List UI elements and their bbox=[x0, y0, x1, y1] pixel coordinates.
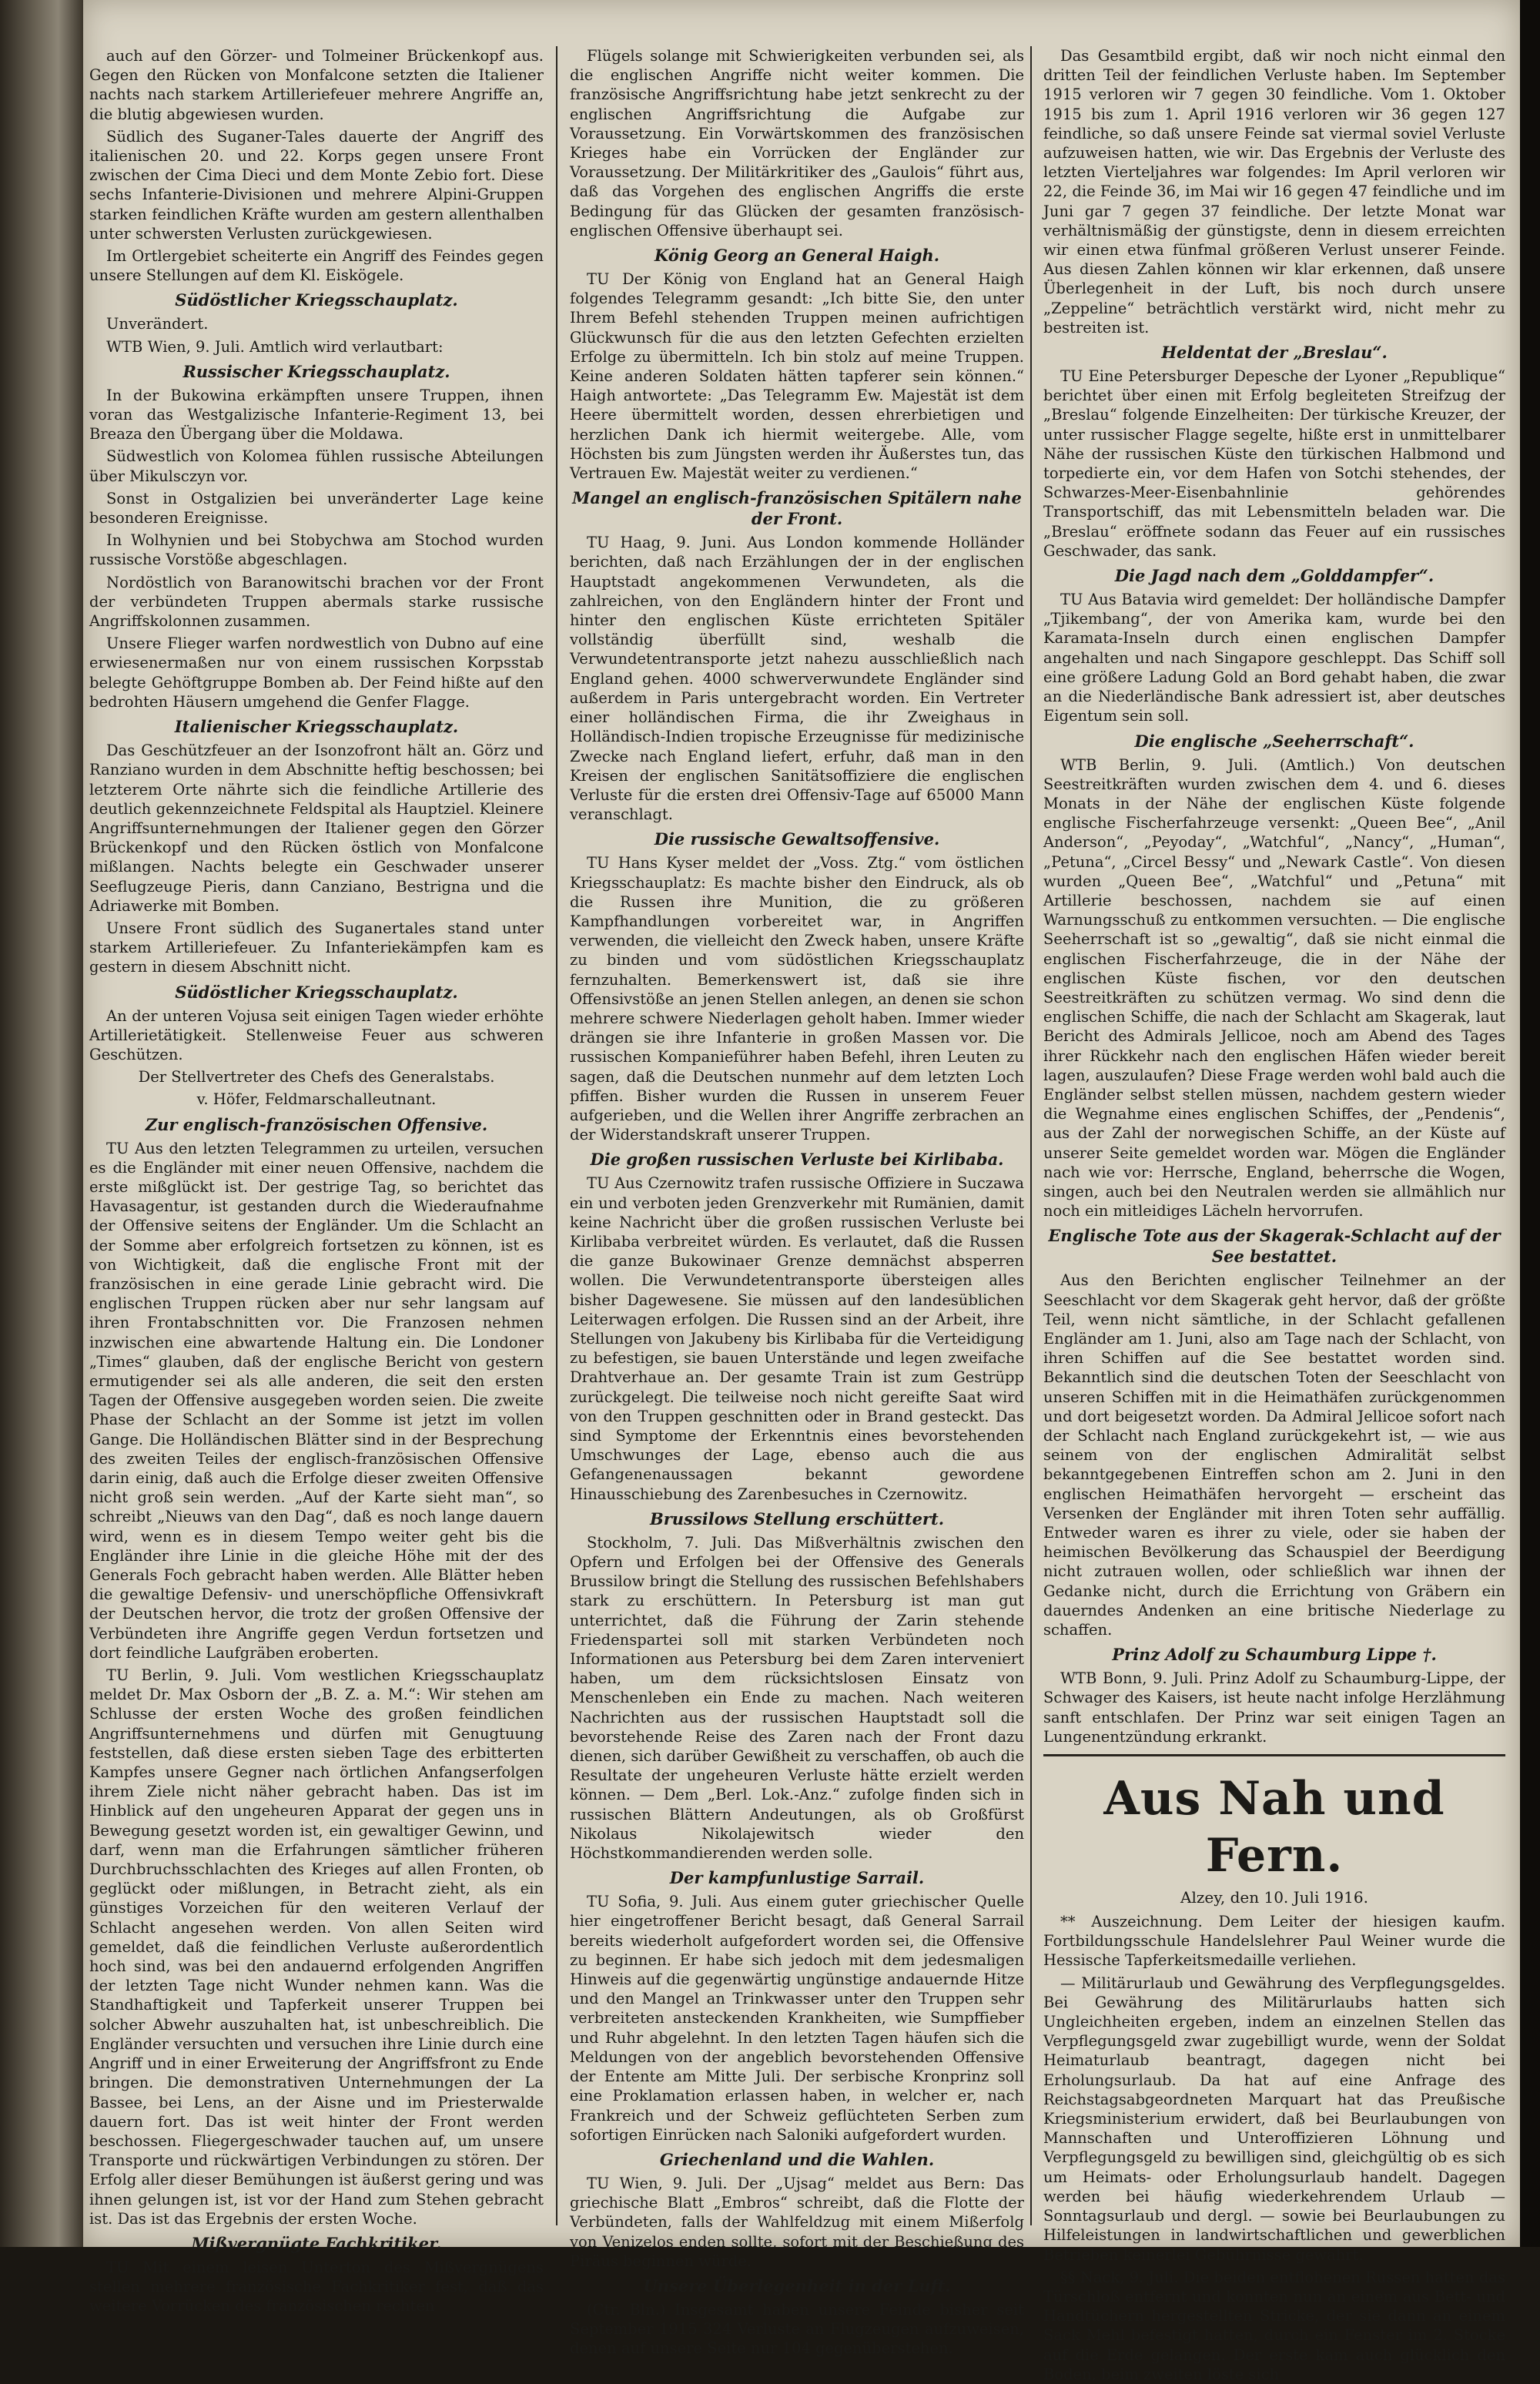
scan-binding-edge bbox=[0, 0, 83, 2247]
paragraph: An der unteren Vojusa seit einigen Tagen wieder erhöhte Artillerietätigkeit. Stellenweise Feuer aus schweren Geschützen. bbox=[89, 1006, 544, 1063]
paragraph: TU Aus Czernowitz trafen russische Offiziere in Suczawa ein und verboten jeden Grenzverkehr mit Rumänien, damit keine Nachricht über die großen russischen Verluste bei Kirlibaba verbreitet würden. Es verlautet, daß die Russen die ganze Bukowinaer Grenze demnächst absperren wollen. Die Verwundetentransporte übersteigen alles bisher Dagewesene. Sie müssen auf den landesüblichen Leiterwagen erfolgen. Die Russen sind an der Arbeit, ihre Stellungen von Jakubeny bis Kirlibaba für die Verteidigung zu befestigen, sie bauen Unterstände und legen zweifache Drahtverhaue an. Der gesamte Train ist zum Gestrüpp zurückgelegt. Die teilweise noch nicht gereifte Saat wird von den Truppen geschnitten oder in Brand gesteckt. Das sind Symptome der Erkenntnis eines bevorstehenden Umschwunges der Lage, ebenso auch die aus Gefangenenaussagen bekannt gewordene Hinausschiebung des Zarenbesuches in Czernowitz. bbox=[570, 1174, 1024, 1503]
paragraph: Flügels solange mit Schwierigkeiten verbunden sei, als die englischen Angriffe nicht weiter kommen. Die französische Angriffsrichtung habe jetzt senkrecht zu der englischen Angriffsrichtung die Aufgabe zur Voraussetzung. Ein Vorwärtskommen des französischen Krieges habe ein Vorrücken der Engländer zur Voraussetzung. Der Militärkritiker des „Gaulois“ führt aus, daß das Vorgehen des englischen Angriffs die erste Bedingung für das Glücken der gesamten französisch-englischen Offensive überhaupt sei. bbox=[570, 47, 1024, 239]
section-divider bbox=[1043, 1754, 1505, 1756]
headline: Der kampfunlustige Sarrail. bbox=[669, 1868, 925, 1888]
paragraph: WTB Bonn, 9. Juli. Prinz Adolf zu Schaumburg-Lippe, der Schwager des Kaisers, ist heute nacht infolge Herzlähmung sanft entschlafen. Der Prinz war seit einigen Tagen an Lungenentzündung erkrankt. bbox=[1043, 1669, 1505, 1746]
headline: Unsere Überlegenheit in der Luft. bbox=[643, 2275, 951, 2295]
headline: Zur englisch-französischen Offensive. bbox=[145, 1114, 488, 1134]
section-title: Aus Nah und Fern. bbox=[1103, 1772, 1445, 1883]
headline: Griechenland und die Wahlen. bbox=[659, 2149, 935, 2169]
dateline: Alzey, den 10. Juli 1916. bbox=[1180, 1888, 1368, 1907]
headline: Südöstlicher Kriegsschauplatz. bbox=[175, 290, 458, 310]
paragraph: Sonst in Ostgalizien bei unveränderter Lage keine besonderen Ereignisse. bbox=[89, 489, 544, 527]
paragraph: — Militärurlaub und Gewährung des Verpflegungsgeldes. Bei Gewährung des Militärurlaubs hatten sich Ungleichheiten ergeben, indem an einzelnen Stellen das Verpflegungsgeld zwar zugebilligt wurde, wenn der Soldat Heimaturlaub beantragt, dagegen nicht bei Erholungsurlaub. Da hat auf eine Anfrage des Reichstagsabgeordneten Marquart hat das Preußische Kriegsministerium erwidert, daß bei Beurlaubungen von Mannschaften und Unteroffizieren Löhnung und Verpflegungsgeld zu bewilligen sind, gleichgültig ob es sich um Heimats- oder Erholungsurlaub handelt. Dagegen werden bei häufig wiederkehrendem Urlaub — Sonntagsurlaub und dergl. — sowie bei Beurlaubungen zu Hilfeleistungen in landwirtschaftlichen und gewerblichen Betrieben keinerlei Gebührnisse gewährt. bbox=[1043, 1974, 1505, 2264]
paragraph: (Ctr. Bln.) Insgesamt haben unsere Feinde bisher seit September 1915 324 Verluste an Flugzeugen aufzuweisen, denen auf unsere Seite nur 104 gegenüberstehen. bbox=[570, 2300, 1024, 2358]
headline: Die Jagd nach dem „Golddampfer“. bbox=[1114, 566, 1435, 586]
signature: v. Höfer, Feldmarschalleutnant. bbox=[196, 1090, 437, 1109]
headline: Heldentat der „Breslau“. bbox=[1161, 343, 1388, 363]
paragraph: ** Auszeichnung. Dem Leiter der hiesigen kaufm. Fortbildungsschule Handelslehrer Paul Weiner wurde die Hessische Tapferkeitsmedaille verliehen. bbox=[1043, 1913, 1505, 1970]
paragraph: TU Wien, 9. Juli. Der „Ujsag“ meldet aus Bern: Das griechische Blatt „Embros“ schreibt, daß die Flotte der Verbündeten, falls der Wahlfeldzug mit einem Mißerfolg von Venizelos enden sollte, sofort mit der Beschießung des Piräus beginnen würde. bbox=[570, 2174, 1024, 2270]
paragraph: TU Hans Kyser meldet der „Voss. Ztg.“ vom östlichen Kriegsschauplatz: Es machte bisher den Eindruck, als ob die Russen ihre Munition, die zu größeren Kampfhandlungen vorbereitet war, in Angriffen verwenden, die vielleicht den Zweck haben, unsere Kräfte zu binden und vom südöstlichen Kriegsschauplatz fernzuhalten. Bemerkenswert ist, daß sie ihre Offensivstöße an jenen Stellen anlegen, an denen sie schon mehrere schwere Niederlagen geholt haben. Immer wieder drängen sie ihre Infanterie in großen Massen vor. Die russischen Kompanieführer haben Befehl, ihren Leuten zu sagen, daß die Deutschen nunmehr auf dem letzten Loch pfiffen. Bisher wurden die Russen in unserem Feuer aufgerieben, und die Wellen ihrer Angriffe zerbrachen an der Widerstandskraft unserer Truppen. bbox=[570, 854, 1024, 1144]
headline: Prinz Adolf zu Schaumburg Lippe †. bbox=[1112, 1645, 1437, 1665]
paragraph: TU Mit einem leisen Unterton des Mißvergnügens stellen mehrere französische Fachkritiker fest, daß das weitere Vorrücken des französischen rechten bbox=[89, 2258, 544, 2315]
paragraph: In der Bukowina erkämpften unsere Truppen, ihnen voran das Westgalizische Infanterie-Regiment 13, bei Breaza den Übergang über die Moldawa. bbox=[89, 386, 544, 444]
paragraph: Unverändert. bbox=[106, 315, 209, 333]
paragraph: WTB Berlin, 9. Juli. (Amtlich.) Von deutschen Seestreitkräften wurden zwischen dem 4. und 6. dieses Monats in der Nähe der englischen Küste folgende englische Fischerfahrzeuge versenkt: „Queen Bee“, „Anil Anderson“, „Peyoday“, „Watchful“, „Nancy“, „Human“, „Petuna“, „Circel Bessy“ und „Newark Castle“. Von diesen wurden „Queen Bee“, „Watchful“ und „Petuna“ mit Artillerie beschossen, nachdem sie auf einen Warnungsschuß zu entkommen versuchten. — Die englische Seeherrschaft ist so „gewaltig“, daß sie nicht einmal die englischen Fischerfahrzeuge, die in der Nähe der englischen Küste fischen, vor den deutschen Seestreitkräften zu schützen vermag. Wo sind denn die englischen Schiffe, die nach der Schlacht am Skagerak, laut Bericht des Admirals Jellicoe, noch am Abend des Tages ihrer Rückkehr nach den englischen Häfen wieder bereit lagen, auszulaufen? Diese Frage werden wohl bald auch die Engländer selbst stellen müssen, nachdem gestern wieder die Wegnahme eines englischen Schiffes, der „Pendenis“, aus der Zahl der norwegischen Schiffe, an der Küste auf unserer Seite gemeldet worden war. Mögen die Engländer nach wie vor: Herrsche, England, beherrsche die Wogen, singen, auch bei den Neutralen werden sie allmählich nur noch ein mitleidiges Lächeln hervorrufen. bbox=[1043, 755, 1505, 1220]
paragraph: TU Haag, 9. Juni. Aus London kommende Holländer berichten, daß nach Erzählungen der in der englischen Hauptstadt angekommenen Verwundeten, als die zahlreichen, von den Engländern hinter der Front und hinter den englischen Küste errichteten Spitäler vollständig überfüllt sind, weshalb die Verwundetentransporte jetzt nahezu ausschließlich nach England gehen. 4000 schwerverwundete Engländer sind außerdem in Paris untergebracht worden. Ein Vertreter einer holländischen Firma, die ihr Zweighaus in Holländisch-Indien tropische Erzeugnisse für medizinische Zwecke nach England liefert, erfuhr, daß man in den Kreisen der englischen Sanitätsoffiziere die englischen Verluste für die ersten drei Offensiv-Tage auf 65000 Mann veranschlagt. bbox=[570, 534, 1024, 824]
headline: Mißvergnügte Fachkritiker. bbox=[191, 2233, 442, 2253]
headline: Mangel an englisch-französischen Spitälern nahe der Front. bbox=[572, 488, 1022, 529]
paragraph: TU Aus den letzten Telegrammen zu urteilen, versuchen es die Engländer mit einer neuen Offensive, nachdem die erste mißglückt ist. Der gestrige Tag, so berichtet das Havasagentur, ist gestanden durch die Wiederaufnahme der Offensive seitens der Engländer. Um die Schlacht an der Somme aber erfolgreich fortsetzen zu können, ist es von Wichtigkeit, daß die englische Front mit der französischen in eine gerade Linie gebracht wird. Die englischen Truppen rücken aber nur sehr langsam auf ihren Frontabschnitten vor. Die Franzosen nehmen inzwischen eine abwartende Haltung ein. Die Londoner „Times“ glauben, daß der englische Bericht von gestern ermutigender sei als alle anderen, die seit den ersten Tagen der Offensive ausgegeben worden seien. Die zweite Phase der Schlacht an der Somme ist jetzt im vollen Gange. Die Holländischen Blätter sind in der Besprechung des zweiten Teiles der englisch-französischen Offensive darin einig, daß auch die Erfolge dieser zweiten Offensive nicht groß sein werden. „Auf der Karte sieht man“, so schreibt „Nieuws van den Dag“, daß es noch lange dauern wird, wenn es in diesem Tempo weiter geht bis die Engländer ihre Linie in die gleiche Höhe mit der des Generals Foch gebracht haben werden. Alle Blätter heben die gewaltige Defensiv- und unerschöpfliche Offensivkraft der Deutschen hervor, die trotz der großen Offensive der Verbündeten ihre Angriffe gegen Verdun fortsetzen und dort feindliche Laufgräben eroberten. bbox=[89, 1139, 544, 1662]
column-rule bbox=[1030, 46, 1032, 2225]
scan-right-edge bbox=[1520, 0, 1540, 2247]
column-2 bbox=[570, 46, 1024, 2358]
paragraph: TU Sofia, 9. Juli. Aus einem guter griechischer Quelle hier eingetroffener Bericht besagt, daß General Sarrail bereits wiederholt aufgefordert worden sei, die Offensive zu beginnen. Er habe sich jedoch mit dem jedesmaligen Hinweis auf die gegenwärtig ungünstige andauernde Hitze und den Mangel an Trinkwasser unter den Truppen sehr verbreiteten ansteckenden Krankheiten, wie Sumpffieber und Ruhr abgelehnt. In den letzten Tagen häufen sich die Meldungen von der angeblich bevorstehenden Offensive der Entente am Mitte Juli. Der serbische Kronprinz soll eine Proklamation erlassen haben, in welcher er, nach Frankreich und der Schweiz geflüchteten Serben zum sofortigen Einrücken nach Saloniki aufgefordert wurden. bbox=[570, 1893, 1024, 2144]
paragraph: TU Der König von England hat an General Haigh folgendes Telegramm gesandt: „Ich bitte Sie, den unter Ihrem Befehl stehenden Truppen meinen aufrichtigen Glückwunsch für die aus den letzten Gefechten erzielten Erfolge zu übermitteln. Ich bin stolz auf meine Truppen. Keine anderen Soldaten hätten tapferer sein können.“ Haigh antwortete: „Das Telegramm Ew. Majestät ist dem Heere übermittelt worden, dessen ehrerbietigen und herzlichen Dank ich hiermit weitergebe. Alle, vom Höchsten bis zum Jüngsten werden ihr Äußerstes tun, das Vertrauen Ew. Majestät weiter zu verdienen.“ bbox=[570, 270, 1024, 483]
paragraph: §§ Nack, 9. Juli. Die beiden entflohenen Russen hatten das Türschloß entfernt und konnten nun an einem aus Bett- und Handtüchern hergestellten Stricke, der sie dann an einem Sack Mehl befestigt hatten, durch ein Fenster im 2. Stocke auf die Erde gelangen. Der erste kam auch glücklich den Boden, beim zweiten löste sich bbox=[1043, 2268, 1505, 2383]
paragraph: TU Berlin, 9. Juli. Vom westlichen Kriegsschauplatz meldet Dr. Max Osborn der „B. Z. a. M.“: Wir stehen am Schlusse der ersten Woche des großen feindlichen Angriffsunternehmens und dürfen mit Genugtuung feststellen, daß diese ersten sieben Tage des erbitterten Kampfes unsere Gegner nach örtlichen Anfangserfolgen ihrem Ziele nicht näher gebracht haben. Das ist im Hinblick auf den ungeheuren Apparat der gegen uns in Bewegung gesetzt worden ist, ein gewaltiger Gewinn, und darf, wenn man die Erfahrungen sämtlicher früheren Durchbruchsschlachten des Krieges auf allen Fronten, ob geglückt oder mißlungen, in Betracht zieht, als ein günstiges Vorzeichen für den weiteren Verlauf der Schlacht angesehen werden. Von allen Seiten wird gemeldet, daß die feindlichen Verluste außerordentlich hoch sind, was bei den andauernd erfolgenden Angriffen der letzten Tage nicht Wunder nehmen kann. Was die Standhaftigkeit und Tapferkeit unserer Truppen bei solcher Abwehr auszuhalten hat, ist unbeschreiblich. Die Engländer versuchten und versuchen ihre Linie durch eine Angriff und in einer Erweiterung der Angriffsfront zu Ende bringen. Die demonstrativen Unternehmungen der La Bassee, bei Lens, an der Aisne und im Priesterwalde dauern fort. Das ist weit hinter der Front werden beschossen. Fliegergeschwader tauchen auf, um unsere Transporte und rückwärtigen Verbindungen zu stören. Der Erfolg aller dieser Bemühungen ist äußerst gering und was ihnen gelungen ist, ist vor der Hand zum Stehen gebracht ist. Das ist das Ergebnis der ersten Woche. bbox=[89, 1666, 544, 2228]
paragraph: TU Aus Batavia wird gemeldet: Der holländische Dampfer „Tjikembang“, der von Amerika kam, wurde bei den Karamata-Inseln durch einen englischen Dampfer angehalten und nach Singapore geschleppt. Das Schiff soll eine größere Ladung Gold an Bord gehabt haben, die zwar an die Niederländische Bank adressiert ist, aber deutsches Eigentum sein soll. bbox=[1043, 591, 1505, 725]
headline: Brussilows Stellung erschüttert. bbox=[649, 1508, 945, 1529]
headline: Italienischer Kriegsschauplatz. bbox=[174, 717, 459, 737]
headline: Die großen russischen Verluste bei Kirlibaba. bbox=[590, 1150, 1004, 1170]
paragraph: TU Eine Petersburger Depesche der Lyoner „Republique“ berichtet über einen mit Erfolg begleiteten Streifzug der „Breslau“ folgende Einzelheiten: Der türkische Kreuzer, der unter russischer Flagge segelte, hißte erst in unmittelbarer Nähe der russischen Küste den türkischen Halbmond und torpedierte ein, vor dem Hafen von Sotchi stehendes, der Schwarzes-Meer-Eisenbahnlinie gehörendes Transportschiff, das mit Lebensmitteln beladen war. Die „Breslau“ eröffnete sodann das Feuer auf ein russisches Geschwader, das sank. bbox=[1043, 367, 1505, 560]
headline: Die englische „Seeherrschaft“. bbox=[1134, 731, 1414, 751]
headline: Die russische Gewaltsoffensive. bbox=[654, 829, 940, 849]
signature: Der Stellvertreter des Chefs des Generalstabs. bbox=[138, 1068, 495, 1087]
column-3 bbox=[1043, 46, 1505, 2383]
paragraph: Aus den Berichten englischer Teilnehmer an der Seeschlacht vor dem Skagerak geht hervor, daß der größte Teil, wenn nicht sämtliche, in der Schlacht gefallenen Engländer am 1. Juni, also am Tage nach der Schlacht, von ihren Schiffen auf die See bestattet worden sind. Bekanntlich sind die deutschen Toten der Seeschlacht von unseren Schiffen mit in die Heimathäfen zurückgenommen und dort beigesetzt worden. Da Admiral Jellicoe sofort nach der Schlacht nach England zurückgekehrt ist, — wie aus seinem von der englischen Admiralität selbst bekanntgegebenen Eintreffen schon am 2. Juni in den englischen Heimathäfen hervorgeht — erscheint das Versenken der Engländer mit ihren Toten sehr auffällig. Entweder waren es ihrer zu viele, oder sie haben der heimischen Bevölkerung das Schauspiel der Beerdigung nicht zutrauen wollen, oder schließlich war ihnen der Gedanke nicht, durch die Errichtung von Gräbern ein dauerndes Andenken an eine britische Niederlage zu schaffen. bbox=[1043, 1271, 1505, 1639]
paragraph: Das Geschützfeuer an der Isonzofront hält an. Görz und Ranziano wurden in dem Abschnitte heftig beschossen; bei letzterem Orte nährte sich die feindliche Artillerie des deutlich gekennzeichnete Feldspital als Hauptziel. Kleinere Angriffsunternehmungen der Italiener gegen den Görzer Brückenkopf und den Rücken östlich von Monfalcone mißlangen. Nachts belegte ein Geschwader unserer Seeflugzeuge Pieris, dann Canziano, Bestrigna und die Adriawerke mit Bomben. bbox=[89, 742, 544, 915]
paragraph: Südlich des Suganer-Tales dauerte der Angriff des italienischen 20. und 22. Korps gegen unsere Front zwischen der Cima Dieci und dem Monte Zebio fort. Diese sechs Infanterie-Divisionen und mehrere Alpini-Gruppen starken feindlichen Kräfte wurden am gestern allenthalben unter schwersten Verlusten zurückgewiesen. bbox=[89, 127, 544, 243]
column-1 bbox=[89, 46, 544, 2315]
paragraph: Das Gesamtbild ergibt, daß wir noch nicht einmal den dritten Teil der feindlichen Verluste haben. Im September 1915 verloren wir 7 gegen 30 feindliche. Vom 1. Oktober 1915 bis zum 1. April 1916 verloren wir 36 gegen 127 feindliche, so daß unsere Feinde sat viermal soviel Verluste aufzuweisen hatten, wie wir. Das Ergebnis der Verluste des letzten Vierteljahres war folgendes: Im April verloren wir 22, die Feinde 36, im Mai wir 16 gegen 47 feindliche und im Juni gar 7 gegen 37 feindliche. Der letzte Monat war verhältnismäßig der günstigste, denn in diesem erreichten wir einen etwa fünfmal größeren Verlust unserer Feinde. Aus diesen Zahlen können wir klar erkennen, daß unsere Überlegenheit in der Luft, bis noch durch unsere „Zeppeline“ beträchtlich verstärkt wird, nicht mehr zu bestreiten ist. bbox=[1043, 47, 1505, 337]
headline: Russischer Kriegsschauplatz. bbox=[182, 361, 450, 381]
paragraph: auch auf den Görzer- und Tolmeiner Brückenkopf aus. Gegen den Rücken von Monfalcone setzten die Italiener nachts nach starkem Artilleriefeuer mehrere Angriffe an, die blutig abgewiesen wurden. bbox=[89, 47, 544, 123]
headline: König Georg an General Haigh. bbox=[654, 246, 940, 266]
column-rule bbox=[556, 46, 557, 2225]
paragraph: Im Ortlergebiet scheiterte ein Angriff des Feindes gegen unsere Stellungen auf dem Kl. Eiskögele. bbox=[89, 247, 544, 285]
paragraph: Unsere Front südlich des Suganertales stand unter starkem Artilleriefeuer. Zu Infanteriekämpfen kam es gestern in diesem Abschnitt nicht. bbox=[89, 919, 544, 976]
paragraph: In Wolhynien und bei Stobychwa am Stochod wurden russische Vorstöße abgeschlagen. bbox=[89, 531, 544, 569]
paragraph: WTB Wien, 9. Juli. Amtlich wird verlautbart: bbox=[106, 337, 444, 356]
paragraph: Stockholm, 7. Juli. Das Mißverhältnis zwischen den Opfern und Erfolgen bei der Offensive des Generals Brussilow bringt die Stellung des russischen Befehlshabers stark zu erschüttern. In Petersburg ist man gut unterrichtet, daß die Führung der Zarin stehende Friedenspartei soll mit starken Verbündeten noch Informationen aus Petersburg bei dem Zaren interveniert haben, um dem rücksichtslosen Einsatz von Menschenleben ein Ende zu machen. Nach weiteren Nachrichten aus der russischen Hauptstadt soll die bevorstehende Reise des Zaren nach der Front dazu dienen, sich darüber Gewißheit zu verschaffen, ob auch die Resultate der ungeheuren Verluste hätte erzielt werden können. — Dem „Berl. Lok.-Anz.“ zufolge finden sich in russischen Blättern Andeutungen, als ob Großfürst Nikolaus Nikolajewitsch wieder den Höchstkommandierenden werden solle. bbox=[570, 1533, 1024, 1863]
paragraph: Unsere Flieger warfen nordwestlich von Dubno auf eine erwiesenermaßen nur von einem russischen Korpsstab belegte Gehöftgruppe Bomben ab. Der Feind hißte auf den bedrohten Häusern umgehend die Genfer Flagge. bbox=[89, 635, 544, 711]
paragraph: Südwestlich von Kolomea fühlen russische Abteilungen über Mikulsczyn vor. bbox=[89, 447, 544, 485]
headline: Englische Tote aus der Skagerak-Schlacht auf der See bestattet. bbox=[1048, 1226, 1501, 1267]
paragraph: Nordöstlich von Baranowitschi brachen vor der Front der verbündeten Truppen abermals starke russische Angriffskolonnen zusammen. bbox=[89, 573, 544, 631]
headline: Südöstlicher Kriegsschauplatz. bbox=[175, 982, 458, 1002]
